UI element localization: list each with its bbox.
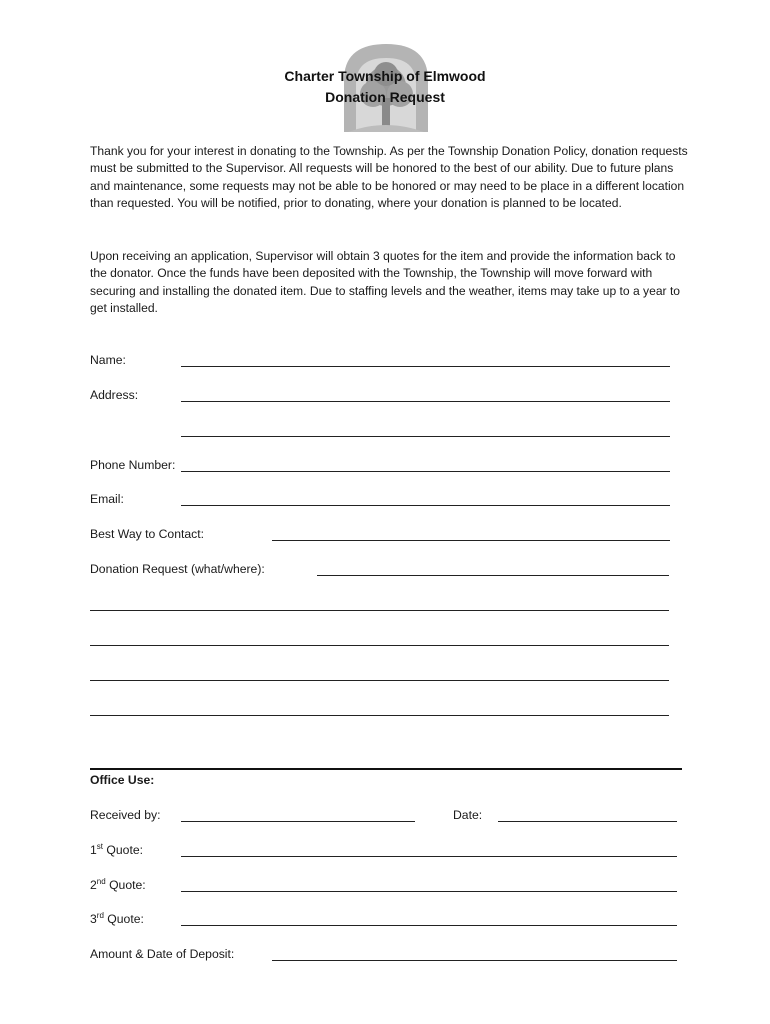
deposit-label: Amount & Date of Deposit:: [90, 947, 235, 961]
quote1-field[interactable]: [181, 856, 677, 857]
address-field-line-1[interactable]: [181, 401, 670, 402]
phone-label: Phone Number:: [90, 458, 176, 472]
quote2-label: 2nd Quote:: [90, 876, 146, 892]
donation-field-line-2[interactable]: [90, 610, 669, 611]
donation-field[interactable]: [317, 575, 669, 576]
donation-field-line-4[interactable]: [90, 680, 669, 681]
address-label: Address:: [90, 388, 139, 402]
address-field-line-2[interactable]: [181, 436, 670, 437]
date-field[interactable]: [498, 821, 677, 822]
quote1-label: 1st Quote:: [90, 841, 143, 857]
quote3-label: 3rd Quote:: [90, 910, 144, 926]
page-title: Charter Township of Elmwood: [284, 68, 486, 84]
name-field[interactable]: [181, 366, 670, 367]
email-label: Email:: [90, 492, 124, 506]
received-field[interactable]: [181, 821, 415, 822]
donation-field-line-3[interactable]: [90, 645, 669, 646]
donation-label: Donation Request (what/where):: [90, 562, 265, 576]
name-label: Name:: [90, 353, 126, 367]
donation-field-line-5[interactable]: [90, 715, 669, 716]
phone-field[interactable]: [181, 471, 670, 472]
email-field[interactable]: [181, 505, 670, 506]
quote3-field[interactable]: [181, 925, 677, 926]
office-use-heading: Office Use:: [90, 773, 155, 787]
date-label: Date:: [453, 808, 483, 822]
quote2-field[interactable]: [181, 891, 677, 892]
intro-paragraph-2: Upon receiving an application, Supervisor will obtain 3 quotes for the item and provide the information back to the donator. Once the funds have been deposited with the Township, the Township will move forward with securing and installing the donated item. Due to staffing levels and the weather, items may take up to a year to get installed.: [90, 249, 681, 316]
contact-field[interactable]: [272, 540, 670, 541]
intro-paragraph-1: Thank you for your interest in donating to the Township. As per the Township Donation Policy, donation requests must be submitted to the Supervisor. All requests will be honored to the best of our ability. Due to future plans and maintenance, some requests may not be able to be honored or may need to be place in a different location than requested. You will be notified, prior to donating, where your donation is planned to be located.: [90, 144, 688, 211]
office-divider: [90, 768, 682, 770]
deposit-field[interactable]: [272, 960, 677, 961]
page-subtitle: Donation Request: [325, 89, 445, 105]
contact-label: Best Way to Contact:: [90, 527, 205, 541]
received-label: Received by:: [90, 808, 161, 822]
